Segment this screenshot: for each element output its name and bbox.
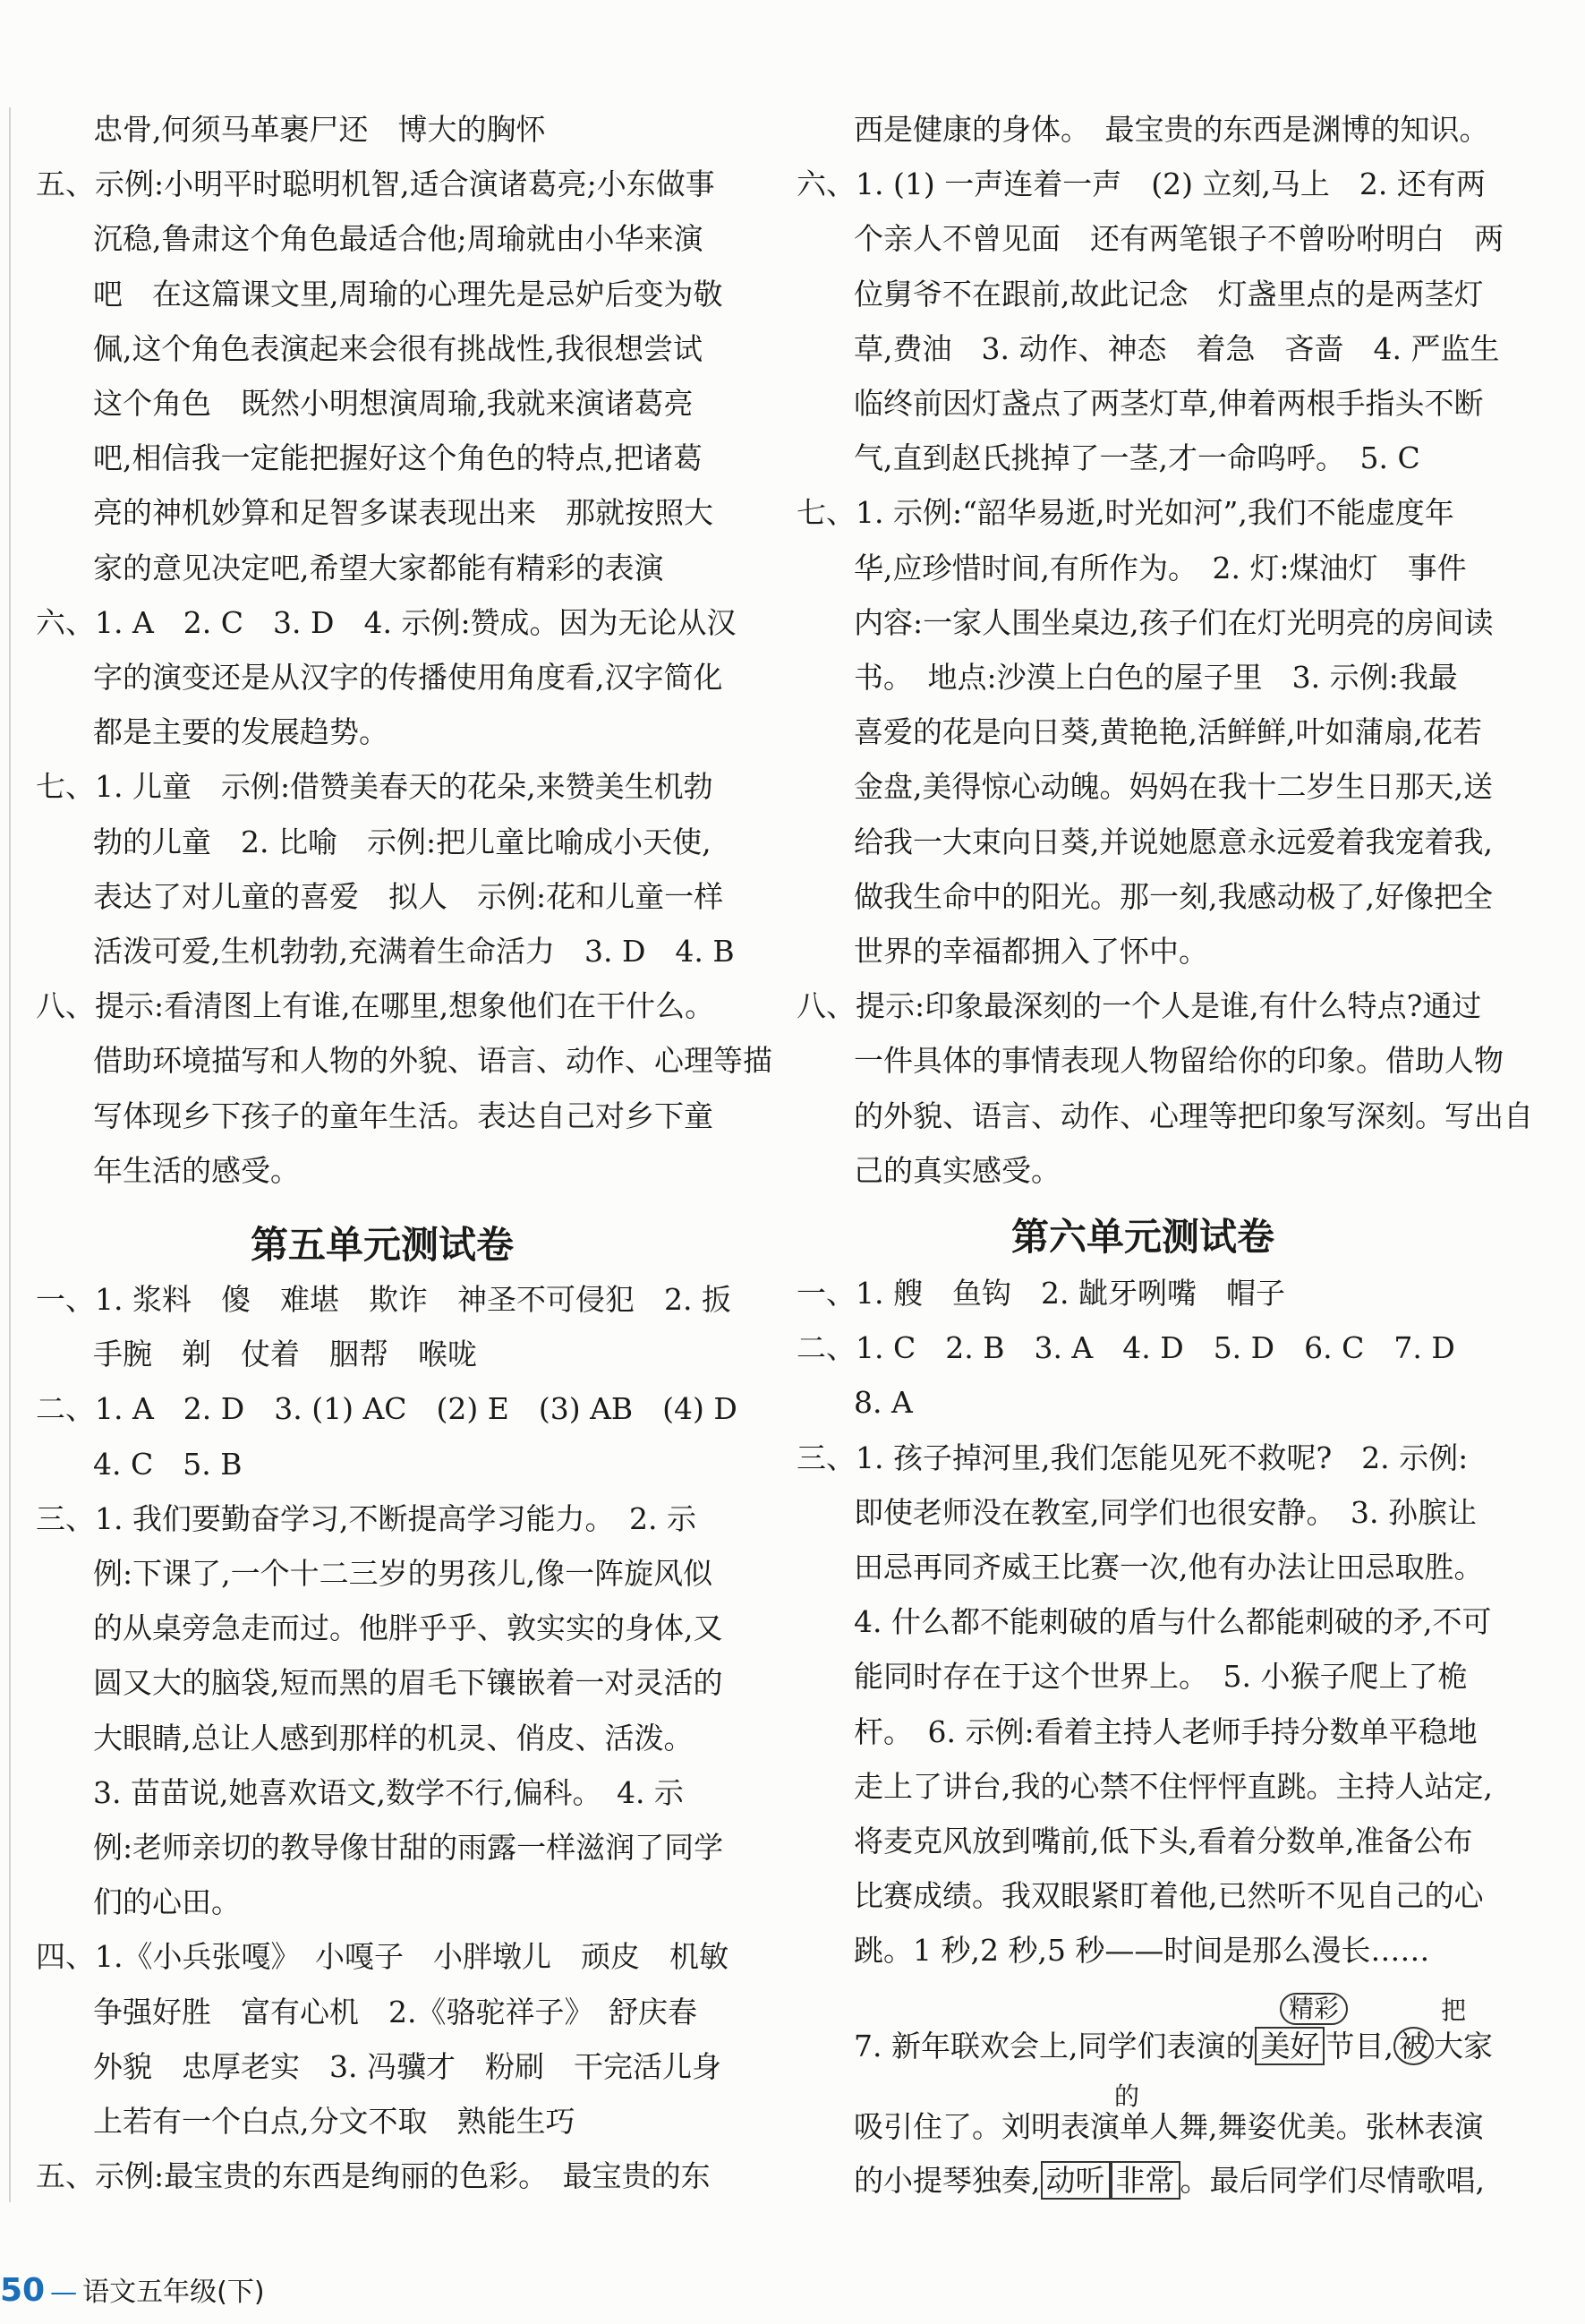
answer-line: 的从桌旁急走而过。他胖乎乎、敦实实的身体,又 xyxy=(93,1611,723,1646)
answer-line: 手腕 剃 仗着 胭帮 喉咙 xyxy=(93,1337,477,1372)
answer-line: 个亲人不曾见面 还有两笔银子不曾吩咐明白 两 xyxy=(854,221,1504,257)
answer-line: 沉稳,鲁肃这个角色最适合他;周瑜就由小华来演 xyxy=(93,221,703,257)
edit-circled-word: 被 xyxy=(1393,2027,1434,2065)
answer-line: 华,应珍惜时间,有所作为。 2. 灯:煤油灯 事件 xyxy=(854,550,1467,585)
answer-line: 例:老师亲切的教导像甘甜的雨露一样滋润了同学 xyxy=(93,1830,724,1865)
answer-line: 吧,相信我一定能把握好这个角色的特点,把诸葛 xyxy=(93,440,703,476)
edit-insert-word: 精彩 xyxy=(1280,1993,1348,2025)
answer-line: 写体现乡下孩子的童年生活。表达自己对乡下童 xyxy=(93,1098,713,1133)
answer-line: 书。 地点:沙漠上白色的屋子里 3. 示例:我最 xyxy=(854,660,1458,695)
section-title-unit6: 第六单元测试卷 xyxy=(1011,1215,1275,1259)
answer-line: 大眼睛,总让人感到那样的机灵、俏皮、活泼。 xyxy=(93,1720,694,1756)
answer-line: 做我生命中的阳光。那一刻,我感动极了,好像把全 xyxy=(854,878,1493,914)
answer-line: 位舅爷不在跟前,故此记念 灯盏里点的是两茎灯 xyxy=(854,276,1484,312)
answer-line: 忠骨,何须马革裹尸还 博大的胸怀 xyxy=(93,112,546,147)
answer-line: 内容:一家人围坐桌边,孩子们在灯光明亮的房间读 xyxy=(854,604,1494,640)
answer-line: 亮的神机妙算和足智多谋表现出来 那就按照大 xyxy=(93,495,713,531)
answer-line: 一件具体的事情表现人物留给你的印象。借助人物 xyxy=(854,1043,1504,1079)
answer-line: 世界的幸福都拥入了怀中。 xyxy=(854,934,1208,969)
answer-line: 外貌 忠厚老实 3. 冯骥才 粉刷 干完活儿身 xyxy=(93,2048,721,2084)
answer-line: 例:下课了,一个十二三岁的男孩儿,像一阵旋风似 xyxy=(93,1556,713,1591)
answer-line: 六、1. A 2. C 3. D 4. 示例:赞成。因为无论从汉 xyxy=(36,604,737,640)
answer-line: 4. C 5. B xyxy=(93,1446,243,1482)
edit-insert-mark: 的 xyxy=(1114,2081,1140,2111)
answer-line: 将麦克风放到嘴前,低下头,看着分数单,准备公布 xyxy=(854,1824,1473,1858)
answer-line: 给我一大束向日葵,并说她愿意永远爱着我宠着我, xyxy=(854,824,1493,859)
footer-dash: — xyxy=(50,2277,78,2308)
book-title: 语文五年级(下) xyxy=(82,2277,265,2308)
edit-line-1: 7. 新年联欢会上,同学们表演的 美好 节目, 被 大家 xyxy=(854,2029,1493,2063)
answer-line: 六、1. (1) 一声连着一声 (2) 立刻,马上 2. 还有两 xyxy=(797,167,1486,202)
answer-line: 佩,这个角色表演起来会很有挑战性,我很想尝试 xyxy=(93,330,703,366)
answer-line: 勃的儿童 2. 比喻 示例:把儿童比喻成小天使, xyxy=(93,824,712,859)
edit-replaced-word: 美好 xyxy=(1255,2027,1325,2065)
edit-line-3: 的小提琴独奏, 动听 非常 。最后同学们尽情歌唱, xyxy=(854,2163,1485,2198)
answer-line: 田忌再同齐威王比赛一次,他有办法让田忌取胜。 xyxy=(854,1550,1484,1585)
answer-line: 4. 什么都不能刺破的盾与什么都能刺破的矛,不可 xyxy=(854,1604,1492,1640)
answer-line: 上若有一个白点,分文不取 熟能生巧 xyxy=(93,2104,575,2139)
answer-line: 圆又大的脑袋,短而黑的眉毛下镶嵌着一对灵活的 xyxy=(93,1665,723,1701)
column-divider xyxy=(9,107,11,2202)
answer-line: 家的意见决定吧,希望大家都能有精彩的表演 xyxy=(93,550,664,585)
answer-line: 喜爱的花是向日葵,黄艳艳,活鲜鲜,叶如蒲扇,花若 xyxy=(854,714,1482,750)
answer-line: 比赛成绩。我双眼紧盯着他,已然听不见自己的心 xyxy=(854,1878,1484,1914)
answer-line: 三、1. 我们要勤奋学习,不断提高学习能力。 2. 示 xyxy=(36,1500,696,1536)
answer-line: 临终前因灯盏点了两茎灯草,伸着两根手指头不断 xyxy=(854,386,1484,421)
answer-line: 一、1. 浆料 傻 难堪 欺诈 神圣不可侵犯 2. 扳 xyxy=(36,1282,731,1317)
answer-line: 字的演变还是从汉字的传播使用角度看,汉字简化 xyxy=(93,660,723,695)
answer-line: 杆。 6. 示例:看着主持人老师手持分数单平稳地 xyxy=(854,1713,1478,1749)
answer-line: 这个角色 既然小明想演周瑜,我就来演诸葛亮 xyxy=(93,386,694,421)
answer-line: 气,直到赵氏挑掉了一茎,才一命呜呼。 5. C xyxy=(854,440,1420,476)
edit-insert-word: 把 xyxy=(1441,1995,1467,2025)
answer-line: 四、1.《小兵张嘎》 小嘎子 小胖墩儿 顽皮 机敏 xyxy=(36,1939,729,1975)
answer-line: 三、1. 孩子掉河里,我们怎能见死不救呢? 2. 示例: xyxy=(797,1440,1469,1475)
answer-line: 都是主要的发展趋势。 xyxy=(93,714,388,750)
answer-line: 金盘,美得惊心动魄。妈妈在我十二岁生日那天,送 xyxy=(854,769,1493,805)
answer-line: 争强好胜 富有心机 2.《骆驼祥子》 舒庆春 xyxy=(93,1994,697,2029)
edit-line-2: 吸引住了。刘明表演单人舞,舞姿优美。张林表演 xyxy=(854,2109,1484,2144)
answer-line: 一、1. 艘 鱼钩 2. 龇牙咧嘴 帽子 xyxy=(797,1276,1285,1311)
answer-line: 八、提示:看清图上有谁,在哪里,想象他们在干什么。 xyxy=(36,988,715,1024)
answer-line: 西是健康的身体。 最宝贵的东西是渊博的知识。 xyxy=(854,112,1489,147)
answer-line: 吧 在这篇课文里,周瑜的心理先是忌妒后变为敬 xyxy=(93,276,723,312)
answer-line: 能同时存在于这个世界上。 5. 小猴子爬上了桅 xyxy=(854,1659,1468,1695)
section-title-unit5: 第五单元测试卷 xyxy=(251,1223,515,1267)
page-footer xyxy=(0,2269,265,2309)
answer-line: 五、示例:小明平时聪明机智,适合演诸葛亮;小东做事 xyxy=(36,167,715,202)
answer-line: 己的真实感受。 xyxy=(854,1152,1061,1188)
answer-line: 跳。1 秒,2 秒,5 秒——时间是那么漫长…… xyxy=(854,1933,1430,1969)
answer-line: 草,费油 3. 动作、神态 着急 吝啬 4. 严监生 xyxy=(854,330,1500,366)
answer-line: 七、1. 儿童 示例:借赞美春天的花朵,来赞美生机勃 xyxy=(36,769,713,805)
answer-line: 二、1. A 2. D 3. (1) AC (2) E (3) AB (4) D xyxy=(36,1391,737,1427)
answer-line: 七、1. 示例:“韶华易逝,时光如河”,我们不能虚度年 xyxy=(797,495,1454,531)
answer-line: 走上了讲台,我的心禁不住怦怦直跳。主持人站定, xyxy=(854,1768,1493,1804)
page-number: 50 xyxy=(0,2272,46,2309)
answer-line: 五、示例:最宝贵的东西是绚丽的色彩。 最宝贵的东 xyxy=(36,2158,711,2194)
answer-line: 活泼可爱,生机勃勃,充满着生命活力 3. D 4. B xyxy=(93,934,735,969)
answer-line: 8. A xyxy=(854,1385,913,1421)
answer-line: 借助环境描写和人物的外貌、语言、动作、心理等描 xyxy=(93,1043,772,1079)
edit-swap-word: 动听 xyxy=(1041,2161,1111,2200)
answer-line: 二、1. C 2. B 3. A 4. D 5. D 6. C 7. D xyxy=(797,1330,1455,1366)
edit-swap-word: 非常 xyxy=(1111,2161,1180,2200)
answer-line: 们的心田。 xyxy=(93,1884,241,1920)
answer-line: 3. 苗苗说,她喜欢语文,数学不行,偏科。 4. 示 xyxy=(93,1774,684,1810)
answer-line: 表达了对儿童的喜爱 拟人 示例:花和儿童一样 xyxy=(93,878,724,914)
answer-line: 即使老师没在教室,同学们也很安静。 3. 孙膑让 xyxy=(854,1494,1477,1530)
answer-line: 年生活的感受。 xyxy=(93,1152,300,1188)
answer-line: 的外貌、语言、动作、心理等把印象写深刻。写出自 xyxy=(854,1098,1533,1133)
answer-line: 八、提示:印象最深刻的一个人是谁,有什么特点?通过 xyxy=(797,988,1482,1024)
